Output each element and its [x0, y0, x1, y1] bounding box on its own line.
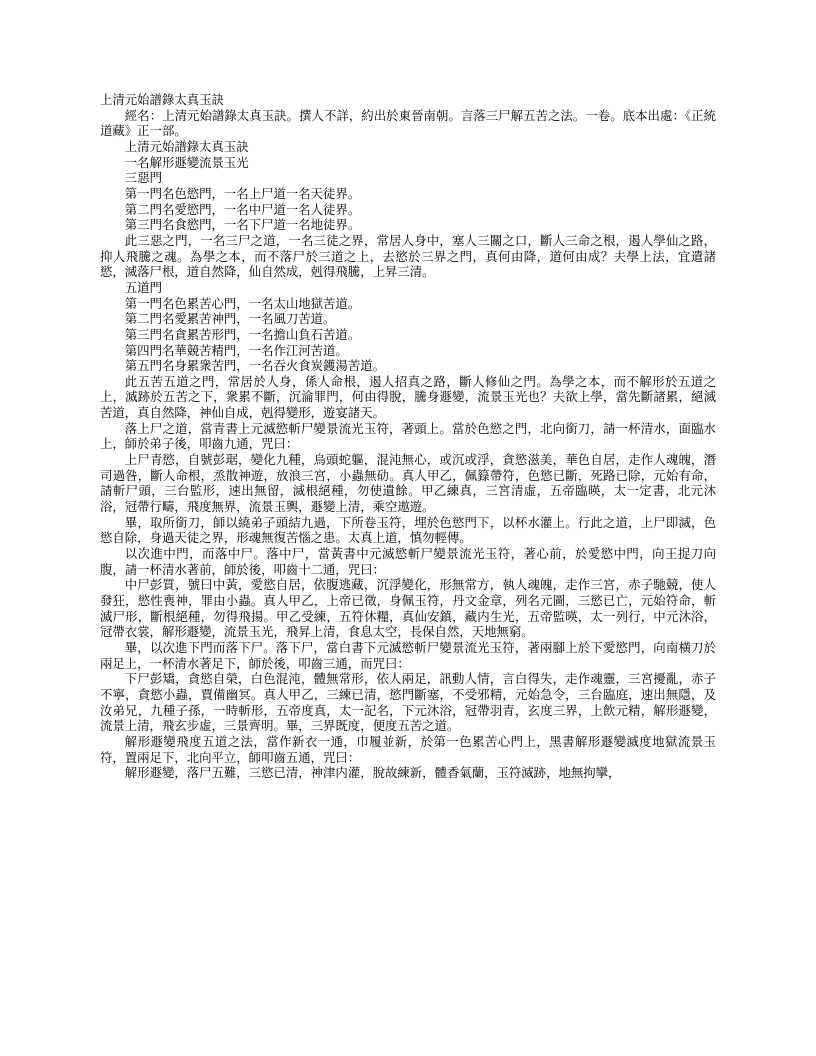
paragraph-inner-title: 上清元始譜錄太真玉訣	[124, 138, 249, 154]
paragraph-way-4: 第四門名華競苦精門，一名作江河苦道。	[124, 342, 348, 358]
paragraph-way-2: 第二門名愛累苦神門，一名風刀苦道。	[124, 311, 336, 327]
document-text-body	[100, 92, 716, 781]
paragraph-section-five-ways: 五道門	[124, 279, 162, 295]
paragraph-middle-corpse-method: 以次進中門，而落中尸。落中尸，當黃書中元滅慾斬尸變景流光玉符，著心前，於愛慾中門，向王捉刀向腹，請一杯清水著前，師於後，叩齒十二通，咒曰：	[100, 546, 716, 577]
paragraph-section-three-evils: 三惡門	[124, 170, 162, 186]
paragraph-alt-title: 一名解形遯變流景玉光	[124, 154, 249, 170]
paragraph-upper-corpse-incantation: 上尸青慾，自號彭琚，變化九種，烏頭蛇軀，混沌無心，或沉或浮，貪慾滋美，華色自居，走作人魂魄，潛司過咎，斷人命根，烝散神遊，放浪三宮，小蟲無劯。真人甲乙，佩籙帶符，色慾已斷，死路已除，元始有命，請斬尸頭，三台監形，速出無留，滅根絕種，勿使遺餘。甲乙練真，三宮清虛，五帝臨暎，太一定書，北元沐浴，冠帶行疇，飛度無界，流景玉輿，遯變上清，乘空遨遊。	[100, 452, 716, 515]
paragraph-heading-title: 上清元始譜錄太真玉訣	[100, 92, 224, 107]
paragraph-way-1: 第一門名色累苦心門，一名太山地獄苦道。	[124, 295, 361, 311]
paragraph-five-ways-method: 解形遯變飛度五道之法，當作新衣一通，巾履並新，於第一色累苦心門上，黑書解形遯變滅度地獄流景玉符，置兩足下，北向平立，師叩齒五通，咒曰：	[100, 733, 716, 765]
paragraph-gate-2: 第二門名愛慾門，一名中尸道一名人徒界。	[124, 201, 361, 217]
paragraph-colophon: 經名：上清元始譜錄太真玉訣。撰人不詳，約出於東晉南朝。言落三尸解五苦之法。一卷。底本出處：《正統道藏》正一部。	[100, 107, 716, 139]
paragraph-middle-corpse-incantation: 中尸彭質，號曰中黃，愛慾自居，依腹逃藏，沉浮變化，形無常方，執人魂魄，走作三宮，赤子馳競，使人發狂，慾性喪神，罪由小蟲。真人甲乙，上帝已徵，身佩玉符，丹文金章，列名元圖，三慾已亡，元始符命，斬滅尸形，斷根絕種，勿得飛揚。甲乙受練，五符休糧，真仙安鎮，藏内生光，五帝監暎，太一列行，中元沐浴，冠帶衣裳，解形遯變，流景玉光，飛昇上清，食息太空，長保自然，天地無窮。	[100, 577, 716, 640]
paragraph-upper-corpse-conclusion: 畢，取所銜刀，師以繞弟子頭結九過，下所卷玉符，埋於色慾門下，以杯水灌上。行此之道，上尸即滅，色慾自除，身過天徒之界，形魂無復苦惱之患。太真上道，慎勿輕傳。	[100, 514, 716, 546]
paragraph-three-evils-explain: 此三惡之門，一名三尸之道，一名三徒之界，常居人身中，塞人三關之口，斷人三命之根，遏人學仙之路，抑人飛騰之魂。為學之本，而不落尸於三道之上，去慾於三界之門，真何由降，道何由成？夫學上法，宜遣諸慾，滅落尸根，道自然降，仙自然成，剋得飛騰，上昇三清。	[100, 232, 716, 280]
paragraph-way-3: 第三門名貪累苦形門，一名擔山負石苦道。	[124, 326, 361, 342]
paragraph-lower-corpse-method: 畢，以次進下門而落下尸。落下尸，當白書下元滅慾斬尸變景流光玉符，著兩腳上於下愛慾門，向南橫刀於兩足上，一杯清水著足下，師於後，叩齒三通，而咒曰：	[100, 639, 716, 671]
paragraph-five-ways-explain: 此五苦五道之門，常居於人身，係人命根，遏人招真之路，斷人修仙之門。為學之本，而不解形於五道之上，滅跡於五苦之下，衆累不斷，沉淪罪門，何由得脫，騰身遯變，流景玉光也？夫欲上學，當先斷諸累，絕滅苦道，真自然降，神仙自成，剋得變形，遊宴諸天。	[100, 373, 716, 421]
paragraph-lower-corpse-incantation: 下尸彭矯，貪慾自榮，白色混沌，體無常形，依人兩足，訊動人情，言白得失，走作魂靈，三宮擾亂，赤子不寧，貪慾小蟲，賈備幽冥。真人甲乙，三練已清，慾門斷塞，不受邪精，元始急令，三台臨庭，速出無隱，及汝弟兄，九種子孫，一時斬形，五帝度真，太一記名，下元沐浴，冠帶羽青，玄度三界，上飲元精，解形遯變，流景上清，飛玄步虛，三景齊明。畢，三界既度，便度五苦之道。	[100, 671, 716, 734]
paragraph-five-ways-incantation: 解形遯變，落尸五難，三慾已清，神津内灌，脫故練新，體香氣蘭，玉符滅跡，地無拘攣，	[124, 765, 621, 781]
paragraph-way-5: 第五門名身累衆苦門，一名吞火食炭鑊湯苦道。	[124, 358, 385, 374]
paragraph-gate-3: 第三門名食慾門，一名下尸道一名地徒界。	[124, 217, 361, 233]
paragraph-gate-1: 第一門名色慾門，一名上尸道一名天徒界。	[124, 185, 361, 201]
paragraph-upper-corpse-method: 落上尸之道，當青書上元滅慾斬尸變景流光玉符，著頭上。當於色慾之門，北向銜刀，請一杯清水，面臨水上，師於弟子後，叩齒九通，咒曰：	[100, 420, 716, 452]
